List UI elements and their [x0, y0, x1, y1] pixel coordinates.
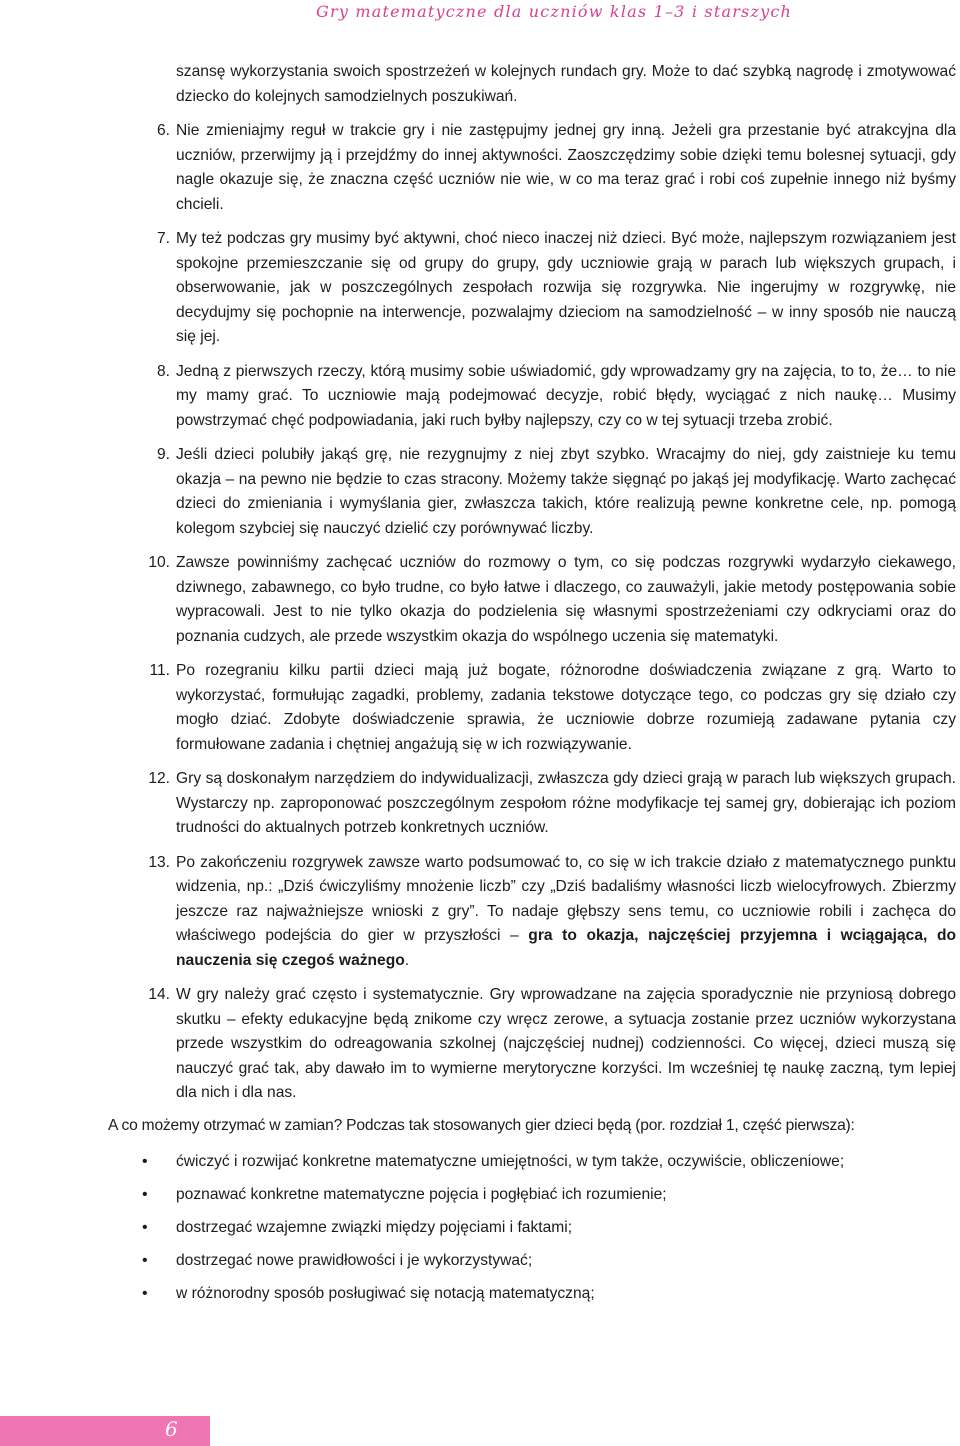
bullet-icon: •	[142, 1252, 148, 1269]
item-text-main: Po zakończeniu rozgrywek zawsze warto podsumować to, co się w ich trakcie działo z matematycznego punktu widzenia, np.: „Dziś ćwiczyliśmy mnożenie liczb” czy „Dziś badaliśmy własności liczb wielocyfrowych. Zbierzmy jeszcze raz najważniejsze wnioski z gry”. To nadaje głębszy sens temu, co uczniowie robili i zachęca do właściwego podejścia do gier w przyszłości –	[176, 853, 956, 944]
item-text-bold: gra to okazja, najczęściej przyjemna i wciągająca, do nauczenia się czegoś ważnego	[176, 927, 956, 969]
item-number: 8.	[156, 362, 170, 380]
bullet-item	[142, 1215, 956, 1241]
bullet-list	[0, 1149, 960, 1307]
item-text: Nie zmieniajmy reguł w trakcie gry i nie zastępujmy jednej gry inną. Jeżeli gra przestanie być atrakcyjna dla uczniów, przerwijmy ją i przejdźmy do innej aktywności. Zaoszczędzimy sobie dzięki temu bolesnej sytuacji, gdy nagle okazuje się, że znaczna część uczniów nie wie, w co ma teraz grać i robi coś zupełnie innego niż byśmy chcieli.	[176, 122, 956, 213]
page-number-badge	[0, 1416, 210, 1446]
item-text: Gry są doskonałym narzędziem do indywidualizacji, zwłaszcza gdy dzieci grają w parach lub większych grupach. Wystarczy np. zaproponować poszczególnym zespołom różne modyfikacje tej samej gry, dobierając ich poziom trudności do aktualnych potrzeb konkretnych uczniów.	[176, 770, 956, 836]
bullet-item	[142, 1182, 956, 1208]
list-item	[156, 119, 956, 217]
item-number: 6.	[156, 122, 170, 139]
list-item	[148, 983, 956, 1106]
list-item	[156, 443, 956, 541]
item-number: 9.	[156, 446, 170, 463]
bullet-item	[142, 1248, 956, 1274]
item-text-tail: .	[404, 951, 410, 969]
item-number: 7.	[156, 230, 170, 247]
continuation-paragraph: szansę wykorzystania swoich spostrzeżeń w kolejnych rundach gry. Może to dać szybką nagrodę i zmotywować dziecko do kolejnych samodzielnych poszukiwań.	[176, 63, 956, 105]
list-item	[156, 360, 956, 434]
item-number: 13.	[148, 853, 170, 871]
list-item	[148, 851, 956, 974]
page-body	[0, 60, 960, 1314]
list-item	[148, 767, 956, 841]
list-item	[156, 227, 956, 350]
list-item	[148, 551, 956, 649]
bullet-icon: •	[142, 1186, 148, 1203]
bullet-text: w różnorodny sposób posługiwać się notacją matematyczną;	[176, 1285, 595, 1302]
item-text: Jeśli dzieci polubiły jakąś grę, nie rezygnujmy z niej zbyt szybko. Wracajmy do niej, gdy zaistnieje ku temu okazja – na pewno nie będzie to czas stracony. Możemy także sięgnąć po jakąś jej modyfikację. Warto zachęcać dzieci do zmieniania i wymyślania gier, zwłaszcza takich, które realizują pewne konkretne cele, np. pomogą kolegom szybciej się nauczyć dzielić czy porównywać liczby.	[176, 446, 956, 537]
item-number: 10.	[148, 554, 170, 571]
item-text: Zawsze powinniśmy zachęcać uczniów do rozmowy o tym, co się podczas rozgrywki wydarzyło ciekawego, dziwnego, zabawnego, co było trudne, co było łatwe i dlaczego, co zauważyli, jakie metody postępowania sobie wypracowali. Jest to nie tylko okazja do podzielenia się własnymi spostrzeżeniami czy odkryciami oraz do poznania cudzych, ale przede wszystkim okazja do wspólnego uczenia się matematyki.	[176, 554, 956, 645]
bullet-item	[142, 1281, 956, 1307]
bullet-icon: •	[142, 1285, 148, 1302]
intro-paragraph: A co możemy otrzymać w zamian? Podczas tak stosowanych gier dzieci będą (por. rozdział 1, część pierwsza):	[108, 1116, 855, 1134]
bullet-icon: •	[142, 1219, 148, 1236]
list-item	[149, 659, 956, 757]
bullet-item	[142, 1149, 956, 1175]
item-number: 14.	[148, 986, 170, 1003]
item-number: 11.	[149, 662, 170, 679]
bullet-text: dostrzegać wzajemne związki między pojęciami i faktami;	[176, 1219, 573, 1236]
bullet-text: dostrzegać nowe prawidłowości i je wykorzystywać;	[176, 1252, 533, 1269]
item-text: W gry należy grać często i systematycznie. Gry wprowadzane na zajęcia sporadycznie nie przyniosą dobrego skutku – efekty edukacyjne będą znikome czy wręcz zerowe, a sytuacja zostanie przez uczniów wykorzystana przede wszystkim do odreagowania szkolnej (najczęściej nudnej) codzienności. Co więcej, dzieci muszą się nauczyć grać tak, aby dawało im to wymierne merytoryczne korzyści. Im wcześniej tę naukę zaczną, tym lepiej dla nich i dla nas.	[176, 986, 956, 1101]
bullet-icon: •	[142, 1153, 148, 1170]
page-number: 6	[165, 1417, 178, 1441]
item-text: Po rozegraniu kilku partii dzieci mają już bogate, różnorodne doświadczenia związane z grą. Warto to wykorzystać, formułując zagadki, problemy, zadania tekstowe dotyczące tego, co podczas gry się działo czy mogło dziać. Zdobyte doświadczenie sprawia, że uczniowie dobrze rozumieją zadawane pytania czy formułowane zadania i chętniej angażują się w ich rozwiązywanie.	[176, 662, 956, 753]
item-text: My też podczas gry musimy być aktywni, choć nieco inaczej niż dzieci. Być może, najlepszym rozwiązaniem jest spokojne przemieszczanie się od grupy do grupy, gdy uczniowie grają w parach lub większych grupach, i obserwowanie, jak w poszczególnych zespołach rozwija się rozgrywka. Nie ingerujmy w rozgrywkę, nie decydujmy się pochopnie na interwencje, pozwalajmy dzieciom na samodzielność – w inny sposób nie nauczą się jej.	[176, 230, 956, 345]
running-header: Gry matematyczne dla uczniów klas 1–3 i starszych	[316, 2, 792, 21]
item-number: 12.	[148, 770, 170, 787]
bullet-text: poznawać konkretne matematyczne pojęcia i pogłębiać ich rozumienie;	[176, 1186, 667, 1203]
item-text	[176, 851, 956, 974]
item-text: Jedną z pierwszych rzeczy, którą musimy sobie uświadomić, gdy wprowadzamy gry na zajęcia, to to, że… to nie my mamy grać. To uczniowie mają podejmować decyzje, robić błędy, wyciągać z nich naukę… Musimy powstrzymać chęć podpowiadania, jaki ruch byłby najlepszy, czy co w tej sytuacji trzeba zrobić.	[176, 362, 956, 429]
bullet-text: ćwiczyć i rozwijać konkretne matematyczne umiejętności, w tym także, oczywiście, obliczeniowe;	[176, 1153, 845, 1170]
